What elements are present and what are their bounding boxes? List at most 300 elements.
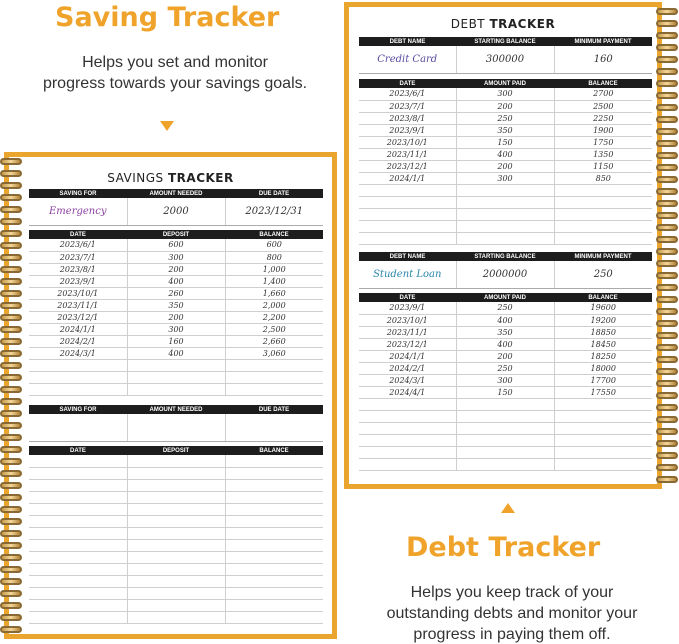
spiral-ring [0,446,22,453]
spiral-ring [0,242,22,249]
table-cell: 17700 [554,374,652,386]
table-row [359,434,652,446]
spiral-ring [656,80,678,87]
table-cell [225,527,323,539]
table-cell [359,410,456,422]
table-cell [225,599,323,611]
table-cell: 2024/1/1 [359,172,456,184]
spiral-ring [0,266,22,273]
spiral-ring [0,278,22,285]
table-cell [127,599,225,611]
table-row [29,311,323,323]
spiral-ring [656,176,678,183]
table-cell [29,491,127,503]
col-date: DATE [29,446,127,455]
table-cell: 300 [127,251,225,263]
col-date: DATE [359,79,456,88]
table-cell [29,479,127,491]
table-cell [127,371,225,383]
spiral-ring [656,212,678,219]
table-cell: 600 [127,239,225,251]
table-cell [127,611,225,623]
table-cell: 400 [456,148,554,160]
spiral-ring [0,410,22,417]
table-cell [554,434,652,446]
table-cell: 1,400 [225,275,323,287]
table-cell [554,410,652,422]
table-cell [225,383,323,395]
savings-title-bold: TRACKER [167,171,234,185]
savings-goal-table [29,189,323,226]
col-balance: BALANCE [225,446,323,455]
spiral-ring [656,380,678,387]
spiral-ring [656,104,678,111]
table-cell: 260 [127,287,225,299]
table-cell [29,455,127,467]
table-cell: 200 [456,100,554,112]
table-cell: 850 [554,172,652,184]
down-arrow-icon [160,121,174,131]
table-cell [554,422,652,434]
table-cell [29,539,127,551]
table-cell [456,422,554,434]
table-row [29,347,323,359]
table-cell: 2023/8/1 [29,263,127,275]
spiral-ring [0,566,22,573]
table-row [359,314,652,326]
col-amount-needed: AMOUNT NEEDED [127,405,225,414]
spiral-ring [0,326,22,333]
debt-table-1 [359,37,652,74]
table-cell: 2023/12/1 [29,311,127,323]
table-row [359,350,652,362]
table-row [29,587,323,599]
spiral-ring [0,314,22,321]
spiral-ring [0,494,22,501]
spiral-ring [0,338,22,345]
spiral-ring [0,614,22,621]
table-cell [127,527,225,539]
table-cell: 2024/1/1 [359,350,456,362]
spiral-ring [656,368,678,375]
table-cell: 2024/2/1 [359,362,456,374]
spiral-ring [656,428,678,435]
spiral-ring [0,158,22,165]
table-cell [456,398,554,410]
table-cell: 400 [456,314,554,326]
table-row [359,398,652,410]
table-cell: 250 [456,112,554,124]
spiral-ring [0,506,22,513]
table-row [359,172,652,184]
savings-log-table [29,230,323,396]
table-cell [554,184,652,196]
table-cell: 1,000 [225,263,323,275]
debt-desc-line-3: progress in paying them off. [413,626,611,643]
spiral-ring [656,392,678,399]
table-cell: 2,200 [225,311,323,323]
table-cell [554,398,652,410]
table-cell [29,527,127,539]
spiral-ring [656,452,678,459]
table-row [29,323,323,335]
spiral-ring [0,194,22,201]
table-cell [127,587,225,599]
table-cell: 300 [456,374,554,386]
debt-desc-line-2: outstanding debts and monitor your [386,605,638,622]
spiral-ring [656,260,678,267]
col-date: DATE [29,230,127,239]
table-cell [456,196,554,208]
spiral-ring [0,386,22,393]
col-debt-name: DEBT NAME [359,37,456,46]
table-cell [456,434,554,446]
table-cell [359,196,456,208]
table-cell: 350 [456,326,554,338]
table-cell [127,563,225,575]
table-cell [225,539,323,551]
col-balance: BALANCE [225,230,323,239]
table-cell [554,220,652,232]
spiral-ring [656,476,678,483]
table-row [29,479,323,491]
spiral-ring [0,254,22,261]
saving-desc-line-1: Helps you set and monitor [82,54,268,71]
spiral-ring [0,398,22,405]
debt2-name: Student Loan [359,261,456,288]
table-cell [127,467,225,479]
debt-tracker-heading: Debt Tracker [406,532,601,563]
debt-notebook [344,2,662,489]
table-cell: 300 [456,88,554,100]
goal-name: Emergency [29,198,127,225]
table-cell: 2023/11/1 [359,326,456,338]
debt-page [349,7,657,484]
table-cell [456,184,554,196]
table-cell: 2023/10/1 [359,314,456,326]
savings-log-table-2 [29,446,323,624]
saving-desc-line-2: progress towards your savings goals. [42,75,308,92]
spiral-ring [0,422,22,429]
spiral-ring [0,206,22,213]
table-row [29,515,323,527]
goal-amount: 2000 [127,198,225,225]
spiral-binding [0,158,22,636]
table-cell: 350 [127,299,225,311]
spiral-ring [656,236,678,243]
table-row [359,374,652,386]
table-cell [359,398,456,410]
table-row [29,551,323,563]
spiral-ring [0,434,22,441]
table-row [29,359,323,371]
table-cell [29,587,127,599]
table-row [29,251,323,263]
table-cell [359,434,456,446]
table-cell: 600 [225,239,323,251]
table-row [359,338,652,350]
spiral-ring [0,626,22,633]
savings-tracker-title [9,171,332,185]
table-cell: 2023/6/1 [29,239,127,251]
table-cell [127,539,225,551]
table-cell: 2023/7/1 [359,100,456,112]
savings-page [9,157,332,634]
debt-log-table-2 [359,293,652,471]
table-cell [127,491,225,503]
spiral-ring [656,56,678,63]
spiral-ring [656,248,678,255]
table-cell: 200 [456,350,554,362]
table-cell: 2023/12/1 [359,160,456,172]
table-cell: 18450 [554,338,652,350]
table-cell: 2023/7/1 [29,251,127,263]
spiral-ring [656,32,678,39]
col-starting-balance: STARTING BALANCE [456,37,554,46]
table-row [359,100,652,112]
table-cell: 2023/6/1 [359,88,456,100]
col-minimum-payment: MINIMUM PAYMENT [554,37,652,46]
spiral-ring [0,302,22,309]
table-cell [359,208,456,220]
table-row [29,491,323,503]
table-cell: 2024/1/1 [29,323,127,335]
table-cell [225,359,323,371]
spiral-binding [656,8,678,486]
table-row [359,326,652,338]
spiral-ring [0,230,22,237]
table-row [29,239,323,251]
col-saving-for: SAVING FOR [29,405,127,414]
debt-title-bold: TRACKER [489,17,556,31]
spiral-ring [656,116,678,123]
col-starting-balance: STARTING BALANCE [456,252,554,261]
table-cell [225,479,323,491]
col-minimum-payment: MINIMUM PAYMENT [554,252,652,261]
table-cell [225,563,323,575]
spiral-ring [0,362,22,369]
table-cell: 19200 [554,314,652,326]
table-cell: 2,660 [225,335,323,347]
table-cell [29,371,127,383]
table-cell: 2,000 [225,299,323,311]
savings-title-light: SAVINGS [107,171,164,185]
debt-desc-line-1: Helps you keep track of your [410,584,614,601]
debt-title-light: DEBT [450,17,486,31]
table-cell: 1900 [554,124,652,136]
col-due-date: DUE DATE [225,189,323,198]
spiral-ring [0,170,22,177]
table-row [29,455,323,467]
table-cell [29,383,127,395]
table-cell [225,515,323,527]
table-cell: 3,060 [225,347,323,359]
table-cell [359,422,456,434]
spiral-ring [656,296,678,303]
spiral-ring [656,152,678,159]
table-cell: 2023/12/1 [359,338,456,350]
spiral-ring [656,416,678,423]
spiral-ring [0,458,22,465]
table-cell [456,446,554,458]
col-deposit: DEPOSIT [127,446,225,455]
col-balance: BALANCE [554,79,652,88]
debt-table-2 [359,252,652,289]
col-due-date: DUE DATE [225,405,323,414]
spiral-ring [0,542,22,549]
table-row [359,88,652,100]
table-cell: 2023/10/1 [359,136,456,148]
spiral-ring [656,332,678,339]
table-row [359,208,652,220]
debt2-start: 2000000 [456,261,554,288]
table-cell: 160 [127,335,225,347]
table-cell [127,359,225,371]
spiral-ring [656,320,678,327]
table-cell [554,208,652,220]
table-row [29,467,323,479]
table-row [29,263,323,275]
table-cell [225,455,323,467]
table-row [359,410,652,422]
table-row [29,539,323,551]
table-row [29,335,323,347]
debt-tracker-title [349,17,657,31]
table-row [359,458,652,470]
table-cell: 2250 [554,112,652,124]
spiral-ring [656,308,678,315]
table-row [359,196,652,208]
table-cell [127,575,225,587]
spiral-ring [656,188,678,195]
table-cell [554,446,652,458]
debt-tracker-description [352,582,672,644]
table-row [359,446,652,458]
table-cell: 2024/3/1 [29,347,127,359]
spiral-ring [656,92,678,99]
table-row [359,302,652,314]
col-balance: BALANCE [554,293,652,302]
savings-notebook [4,152,337,639]
table-cell [225,467,323,479]
table-row [29,611,323,623]
table-row [359,422,652,434]
spiral-ring [0,374,22,381]
goal-due-date: 2023/12/31 [225,198,323,225]
table-cell [225,503,323,515]
table-cell [29,575,127,587]
debt2-min: 250 [554,261,652,288]
table-cell [29,467,127,479]
table-cell [456,410,554,422]
spiral-ring [0,602,22,609]
spiral-ring [656,200,678,207]
table-cell [127,479,225,491]
table-row [359,386,652,398]
table-row [29,275,323,287]
table-row [359,232,652,244]
col-debt-name: DEBT NAME [359,252,456,261]
table-cell: 400 [127,347,225,359]
col-amount-paid: AMOUNT PAID [456,293,554,302]
table-cell [456,232,554,244]
table-cell [29,551,127,563]
table-row [359,220,652,232]
table-row [29,503,323,515]
table-row [29,575,323,587]
col-deposit: DEPOSIT [127,230,225,239]
table-cell: 2,500 [225,323,323,335]
table-cell [29,599,127,611]
table-cell: 2023/9/1 [29,275,127,287]
spiral-ring [656,224,678,231]
table-cell [225,551,323,563]
table-cell [29,359,127,371]
table-cell: 150 [456,386,554,398]
table-cell: 1,660 [225,287,323,299]
table-cell: 1350 [554,148,652,160]
table-row [29,371,323,383]
table-row [29,599,323,611]
table-cell [225,491,323,503]
table-cell [359,184,456,196]
table-cell [127,551,225,563]
table-row [359,148,652,160]
table-cell [554,196,652,208]
table-cell [225,575,323,587]
spiral-ring [0,182,22,189]
table-cell: 150 [456,136,554,148]
table-row [29,563,323,575]
table-cell: 400 [456,338,554,350]
spiral-ring [656,464,678,471]
table-cell: 300 [127,323,225,335]
table-cell [127,455,225,467]
debt1-start: 300000 [456,46,554,73]
table-cell: 200 [127,263,225,275]
table-cell [225,587,323,599]
debt1-min: 160 [554,46,652,73]
debt-log-table-1 [359,79,652,245]
table-cell: 2023/10/1 [29,287,127,299]
table-cell: 250 [456,362,554,374]
table-cell [225,371,323,383]
table-cell [456,208,554,220]
table-cell [554,232,652,244]
table-cell [359,458,456,470]
spiral-ring [0,290,22,297]
spiral-ring [656,272,678,279]
spiral-ring [0,554,22,561]
table-cell: 1750 [554,136,652,148]
table-cell: 1150 [554,160,652,172]
table-row [359,136,652,148]
table-cell: 2023/8/1 [359,112,456,124]
table-row [359,362,652,374]
saving-tracker-heading: Saving Tracker [55,2,280,33]
table-cell: 200 [456,160,554,172]
table-cell: 350 [456,124,554,136]
table-cell: 18850 [554,326,652,338]
saving-tracker-description [10,52,340,94]
table-cell: 18000 [554,362,652,374]
table-cell [29,563,127,575]
table-cell: 2024/4/1 [359,386,456,398]
spiral-ring [656,20,678,27]
table-cell [359,446,456,458]
spiral-ring [0,350,22,357]
table-cell [29,503,127,515]
